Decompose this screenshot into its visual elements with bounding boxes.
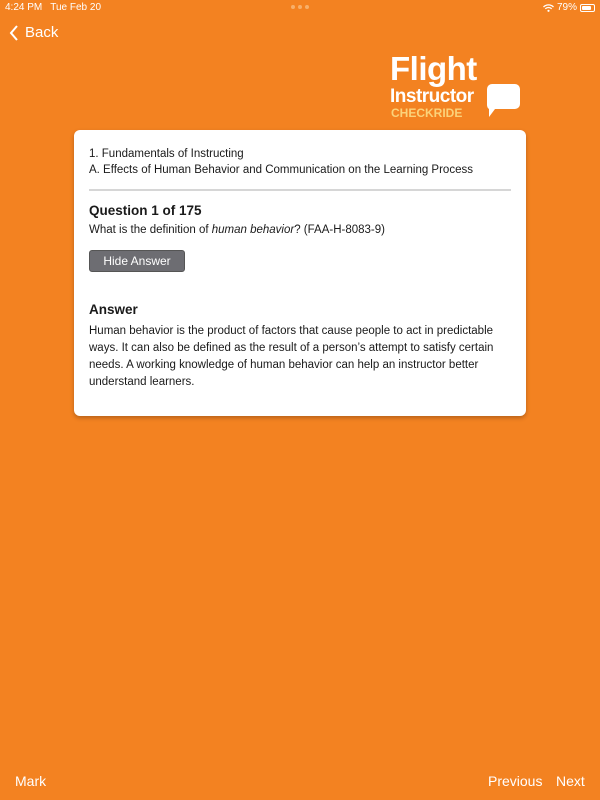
logo-line3: CHECKRIDE	[391, 106, 463, 120]
status-bar	[5, 2, 595, 14]
next-button[interactable]: Next	[556, 773, 585, 789]
hide-answer-button[interactable]: Hide Answer	[89, 250, 185, 272]
wifi-icon	[543, 4, 554, 12]
question-text: What is the definition of human behavior? (FAA-H-8083-9)	[89, 224, 385, 236]
category: 1. Fundamentals of Instructing	[89, 148, 244, 160]
logo-line1: Flight	[390, 50, 477, 87]
divider	[89, 189, 511, 191]
status-date: Tue Feb 20	[50, 2, 102, 13]
subcategory: A. Effects of Human Behavior and Communication on the Learning Process	[89, 164, 473, 176]
status-time: 4:24 PM	[5, 2, 43, 13]
question-title: Question 1 of 175	[89, 203, 202, 218]
battery-icon	[580, 4, 595, 12]
app-logo	[390, 52, 522, 120]
multitasking-dots[interactable]	[291, 5, 309, 9]
battery-percent: 79%	[556, 2, 577, 13]
answer-text: Human behavior is the product of factors that cause people to act in predictable ways. It can also be defined as the result of a person’s attempt to satisfy certain needs. A working knowledge of human behavior can help an instructor better understand learners.	[89, 325, 494, 388]
mark-button[interactable]: Mark	[15, 773, 47, 789]
answer-title: Answer	[89, 302, 138, 317]
speech-bubble-icon	[487, 84, 520, 120]
back-label: Back	[25, 24, 59, 41]
chevron-left-icon	[9, 25, 19, 41]
logo-line2: Instructor	[390, 86, 474, 107]
previous-button[interactable]: Previous	[488, 773, 543, 789]
question-card	[74, 130, 526, 416]
back-button[interactable]	[9, 24, 58, 41]
